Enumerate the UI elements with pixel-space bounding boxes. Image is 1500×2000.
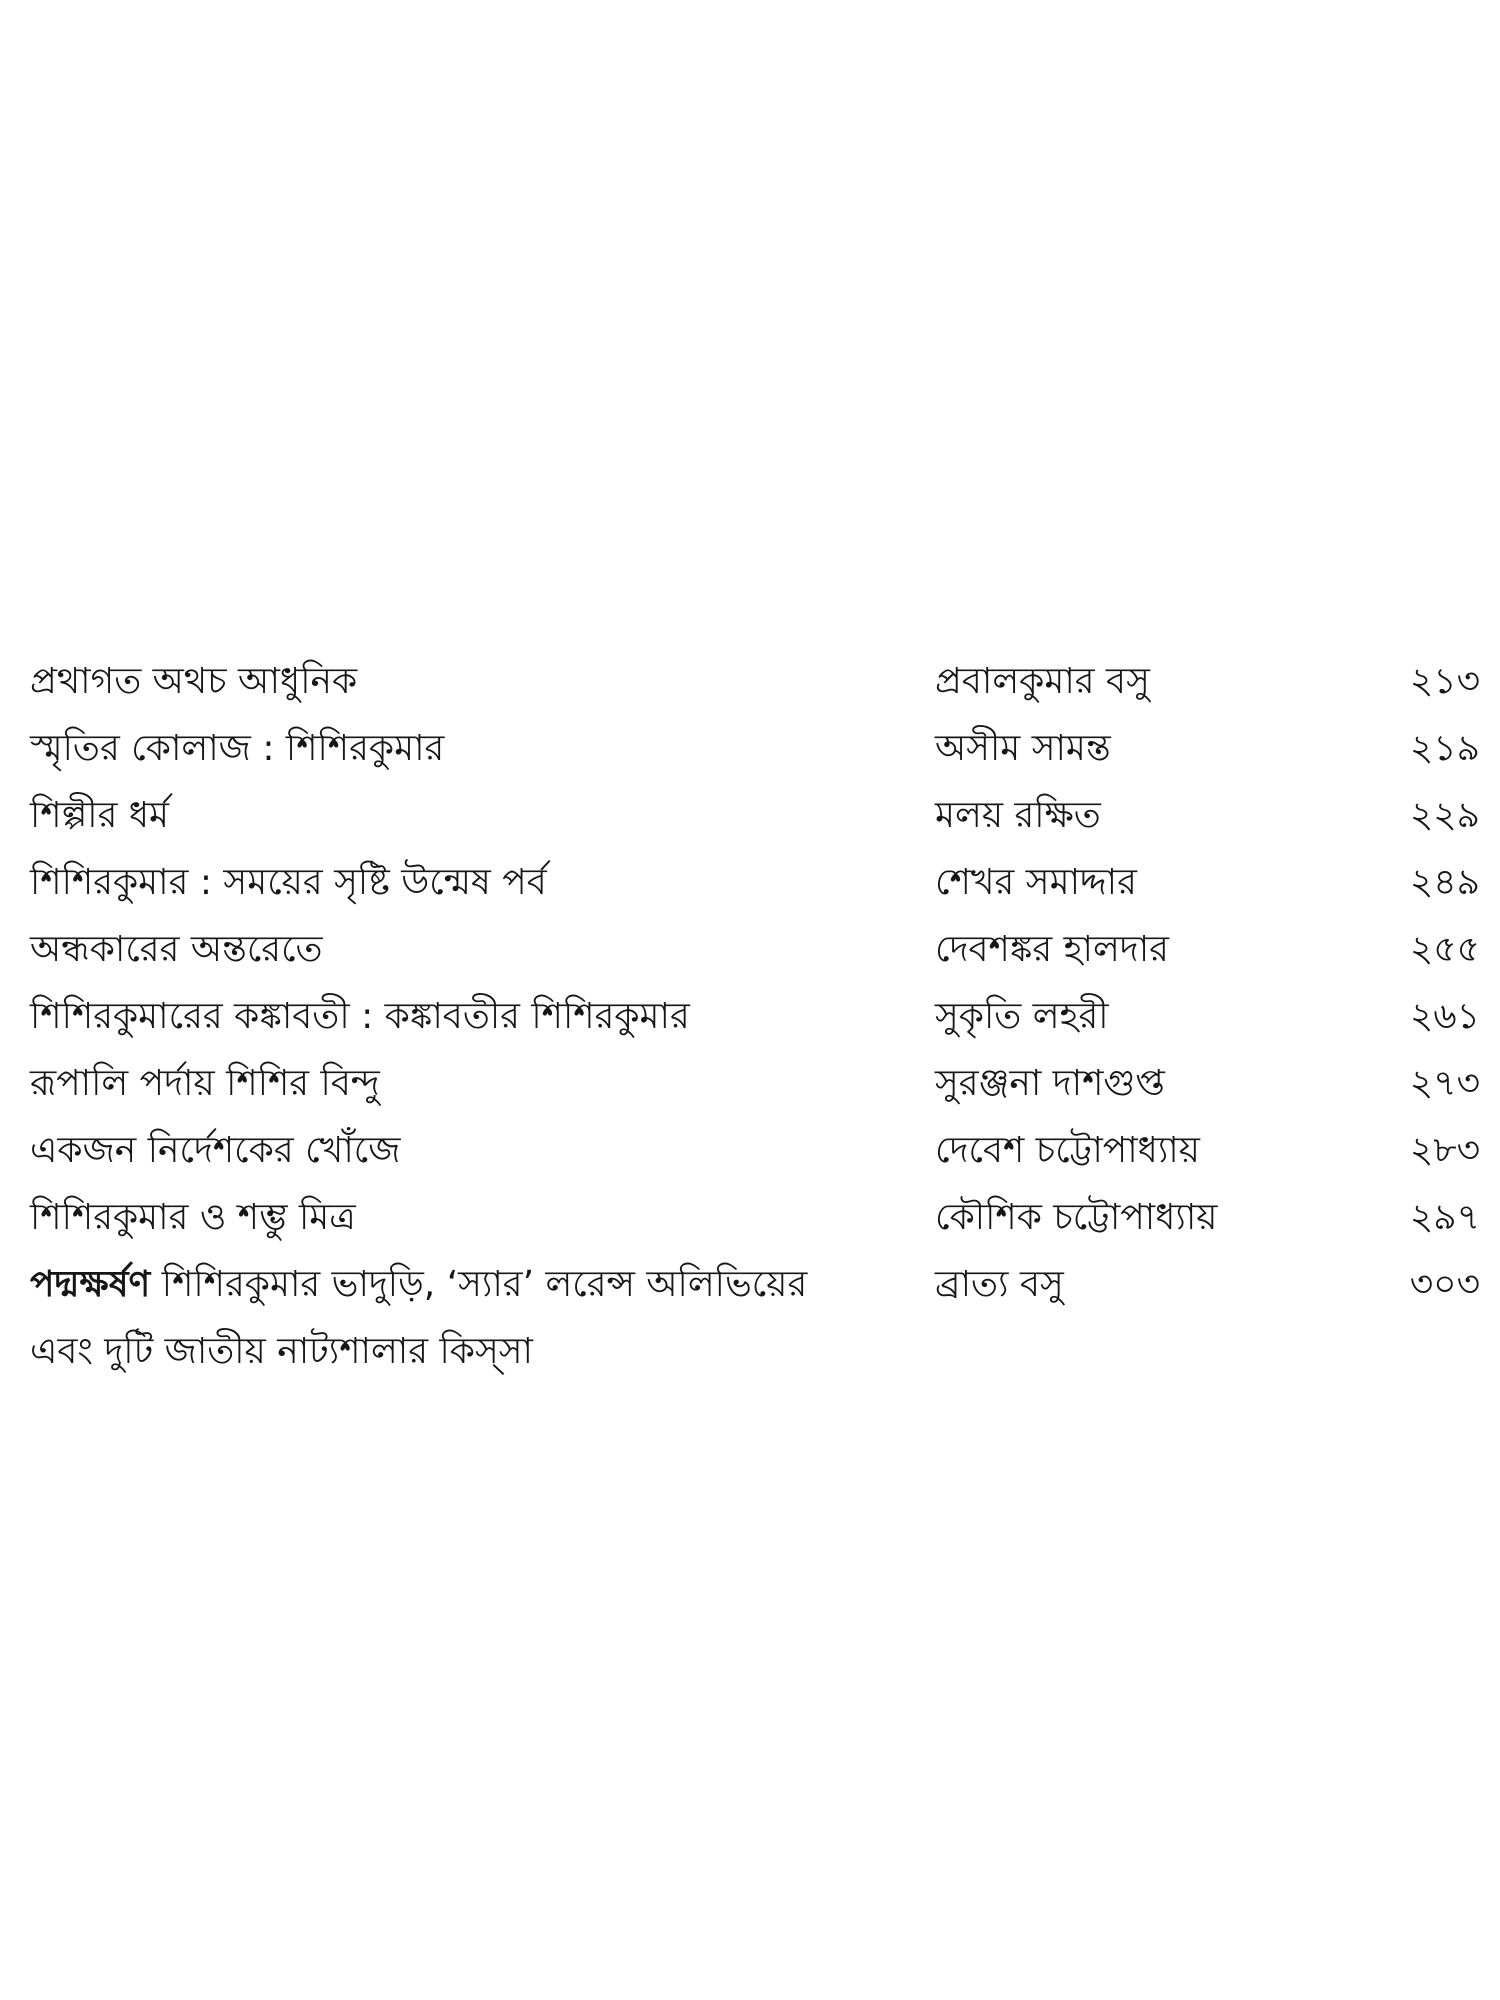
entry-author: শেখর সমাদ্দার: [935, 862, 1137, 903]
entry-page: ২৫৫: [1409, 929, 1480, 970]
toc-entry: [30, 715, 1480, 782]
toc-entry: [30, 648, 1480, 715]
entry-title: [30, 1251, 807, 1318]
entry-author: সুরঞ্জনা দাশগুপ্ত: [935, 1063, 1165, 1104]
entry-title-line2: এবং দুটি জাতীয় নাট্যশালার কিস্‌সা: [30, 1331, 533, 1372]
entry-author: ব্রাত্য বসু: [935, 1264, 1064, 1305]
entry-title: স্মৃতির কোলাজ : শিশিরকুমার: [30, 728, 445, 769]
toc-entry-continuation: [30, 1318, 1480, 1385]
toc-entry: [30, 1050, 1480, 1117]
entry-author: সুকৃতি লহরী: [935, 996, 1109, 1037]
toc-entry: [30, 782, 1480, 849]
entry-title-line1: শিশিরকুমার ভাদুড়ি, ‘স্যার’ লরেন্স অলিভিয়ের: [161, 1264, 808, 1305]
entry-author: প্রবালকুমার বসু: [935, 661, 1150, 702]
entry-author: দেবশঙ্কর হালদার: [935, 929, 1169, 970]
entry-page: ২১৯: [1409, 728, 1480, 769]
entry-title: রূপালি পর্দায় শিশির বিন্দু: [30, 1063, 380, 1104]
entry-page: ৩০৩: [1409, 1264, 1480, 1305]
entry-page: ২৭৩: [1409, 1063, 1480, 1104]
entry-title: শিশিরকুমার ও শম্ভু মিত্র: [30, 1197, 356, 1238]
entry-title: প্রথাগত অথচ আধুনিক: [30, 661, 358, 702]
entry-title-lead: পদ্মক্ষর্ষণ: [30, 1264, 151, 1305]
toc-entry: [30, 1117, 1480, 1184]
entry-page: ২৯৭: [1409, 1197, 1480, 1238]
entry-page: ২২৯: [1409, 795, 1480, 836]
entry-page: ২১৩: [1409, 661, 1480, 702]
toc-entry-last: [30, 1251, 1480, 1318]
entry-page: ২৬১: [1409, 996, 1480, 1037]
entry-author: দেবেশ চট্টোপাধ্যায়: [935, 1130, 1200, 1171]
entry-author: কৌশিক চট্টোপাধ্যায়: [935, 1197, 1218, 1238]
entry-page: ২৮৩: [1409, 1130, 1480, 1171]
entry-title: অন্ধকারের অন্তরেতে: [30, 929, 323, 970]
entry-title: শিশিরকুমারের কঙ্কাবতী : কঙ্কাবতীর শিশিরকুমার: [30, 996, 690, 1037]
table-of-contents: [30, 648, 1480, 1385]
entry-author: মলয় রক্ষিত: [935, 795, 1101, 836]
entry-title: শিল্পীর ধর্ম: [30, 795, 170, 836]
entry-title: একজন নির্দেশকের খোঁজে: [30, 1130, 401, 1171]
toc-entry: [30, 916, 1480, 983]
toc-entry: [30, 849, 1480, 916]
toc-entry: [30, 983, 1480, 1050]
entry-title: শিশিরকুমার : সময়ের সৃষ্টি উন্মেষ পর্ব: [30, 862, 547, 903]
toc-entry: [30, 1184, 1480, 1251]
entry-author: অসীম সামন্ত: [935, 728, 1111, 769]
entry-page: ২৪৯: [1409, 862, 1480, 903]
